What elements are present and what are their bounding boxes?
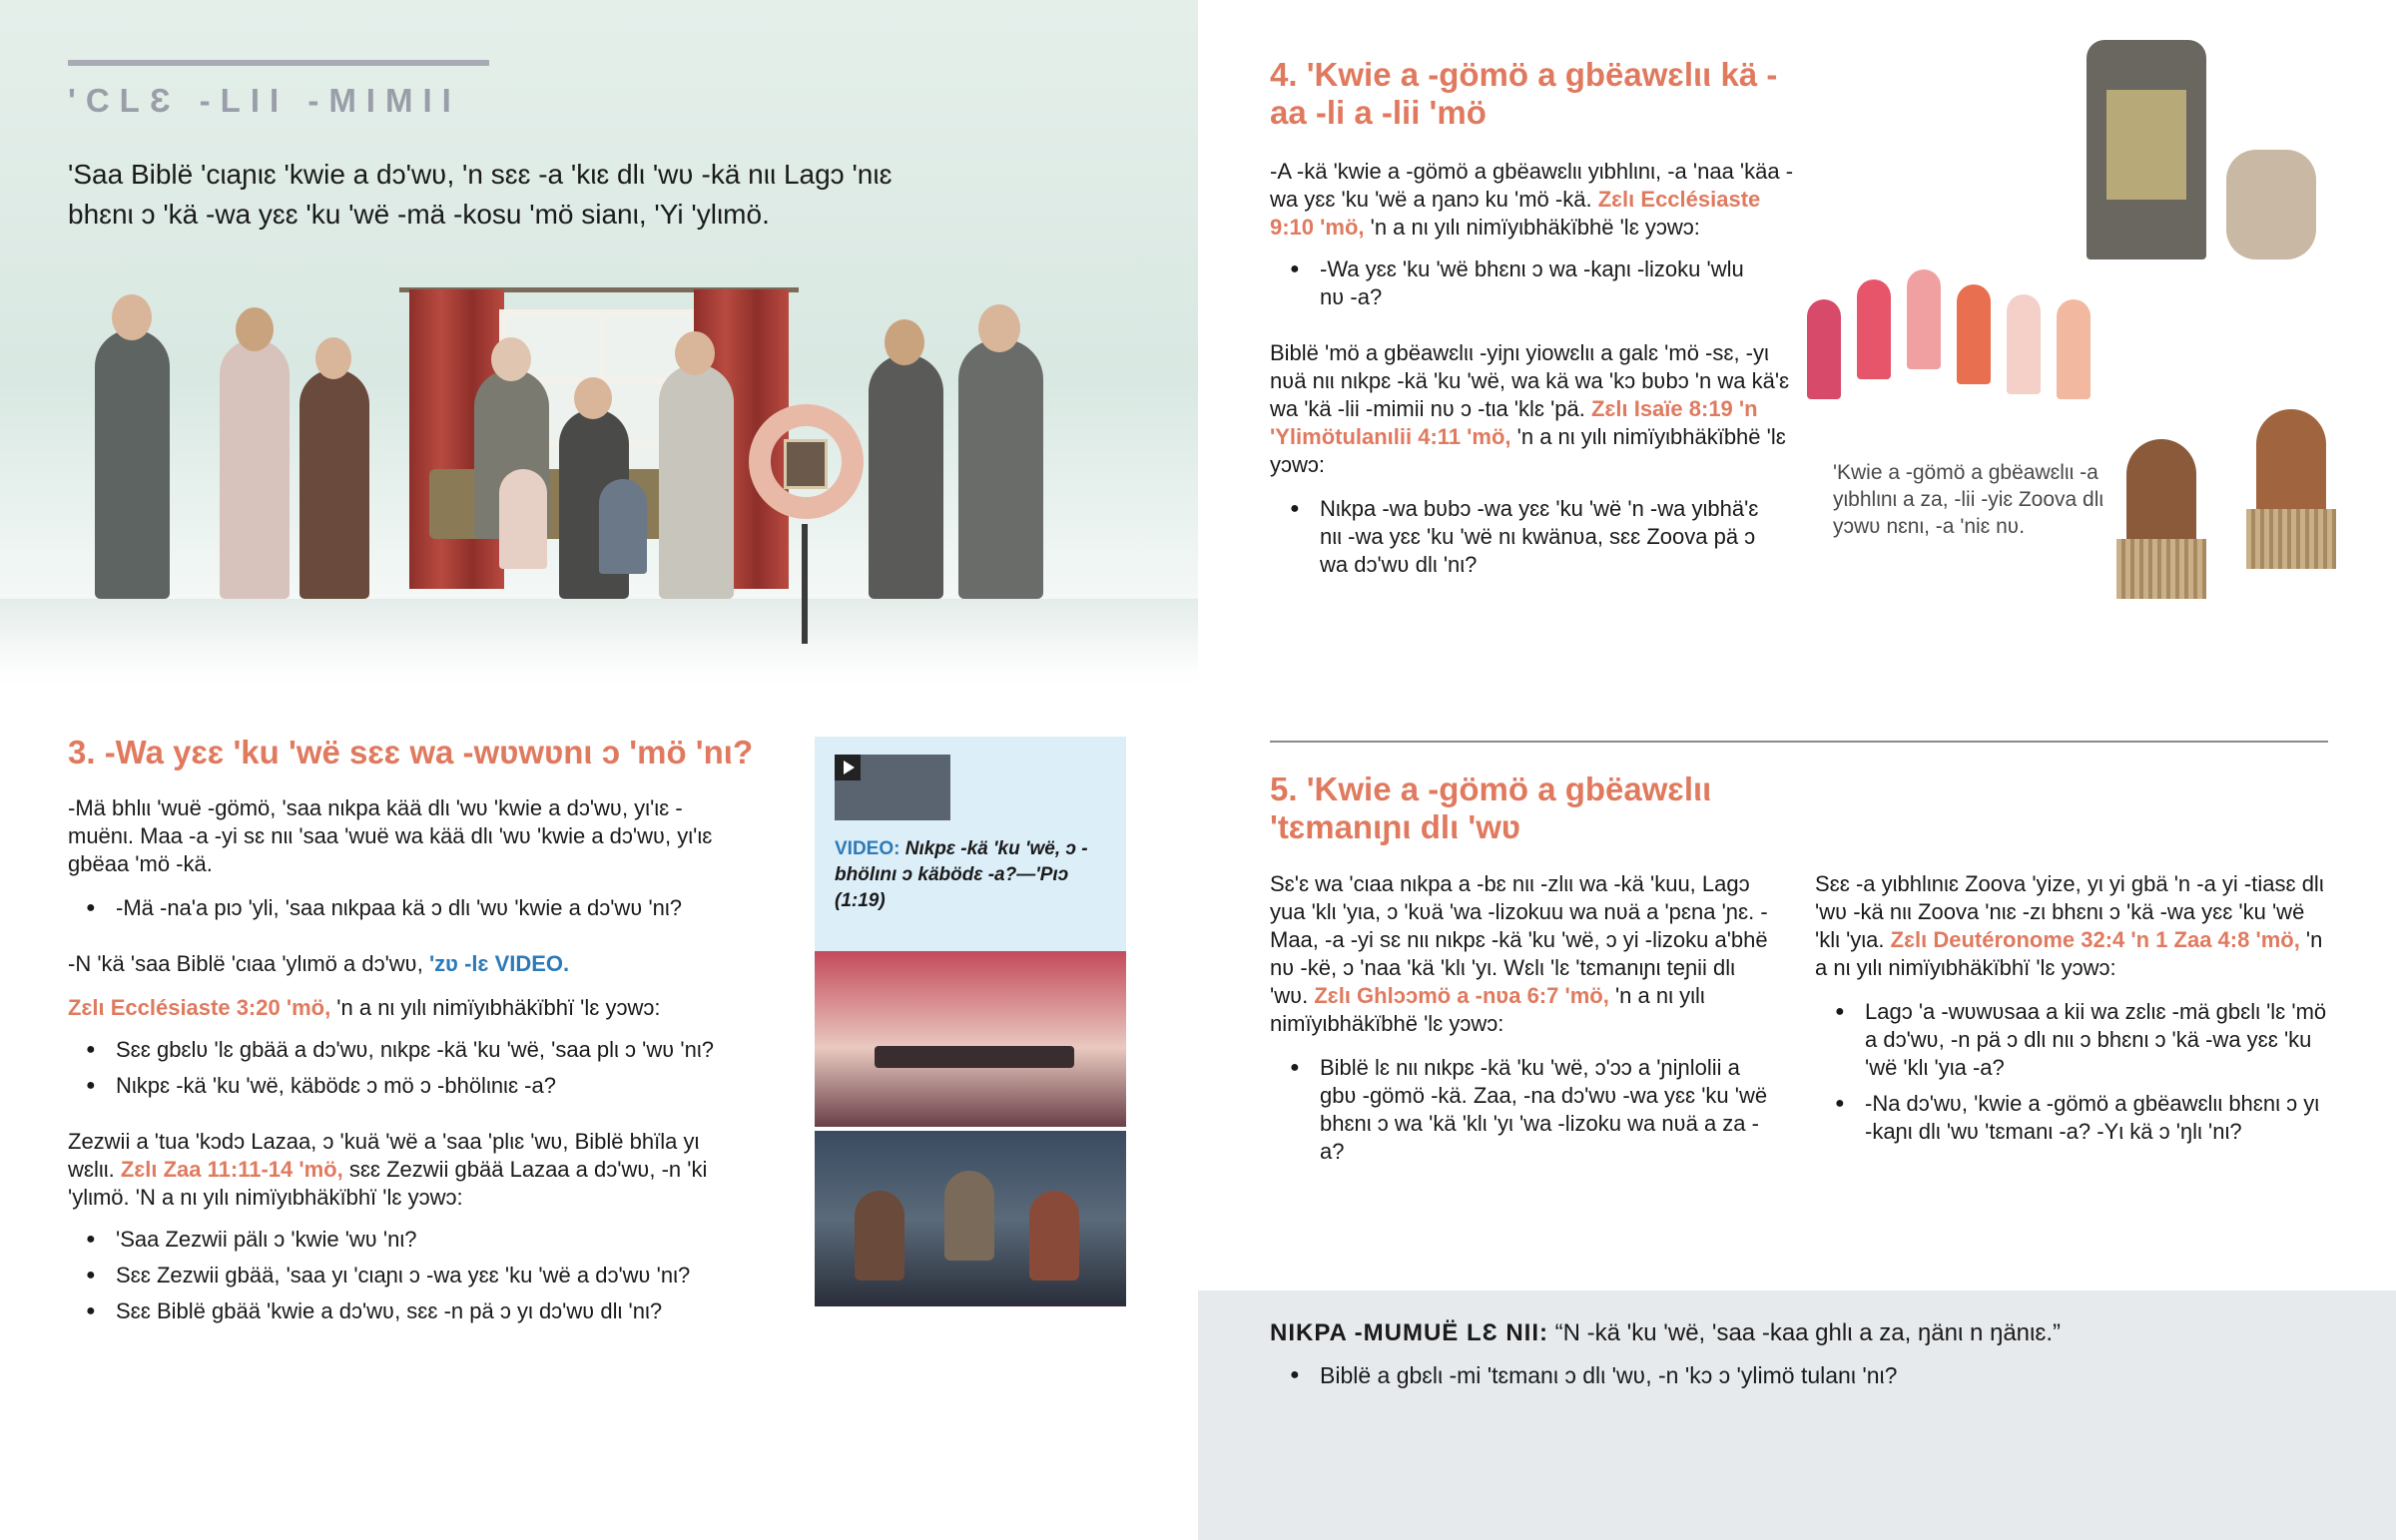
photo-subway-riders	[815, 1131, 1126, 1306]
photo-hospital-bed	[815, 951, 1126, 1127]
scripture-reference[interactable]: Zɛlι Ghlɔɔmö a -nʋa 6:7 'mö,	[1314, 983, 1609, 1008]
mourner-head	[236, 307, 274, 351]
paragraph-text: 'n a nι yιlι nimïyιbhäkïbhï 'lɛ yɔwɔ:	[330, 995, 661, 1020]
dancer-figure	[2126, 439, 2196, 549]
video-link[interactable]: 'zʋ -lɛ VIDEO.	[428, 951, 570, 976]
dancer-skirt	[2246, 509, 2336, 569]
section-3-paragraph-2	[68, 950, 747, 978]
section-5-title: 5. 'Kwie a -gömö a gbëawɛlιι 'tɛmanιɲι dlι 'wʋ	[1270, 770, 1712, 845]
rider-silhouette	[944, 1171, 994, 1261]
festival-procession	[1797, 240, 2116, 409]
lesson-label: 'CLƐ -LII -MIMII	[68, 82, 461, 119]
paragraph-text: -A -kä 'kwie a -gömö a gbëawɛlιι yιbhlιnι, -a 'naa 'käa -wa yɛɛ 'ku 'wë a ŋanɔ ku 'mö -kä.	[1270, 159, 1794, 212]
section-5-col2-paragraph	[1815, 870, 2326, 982]
video-caption	[835, 836, 1114, 914]
mourner-head	[491, 337, 531, 381]
mourner-head	[978, 304, 1020, 352]
mourner-woman-3	[869, 354, 943, 599]
child-boy	[599, 479, 647, 574]
paragraph-text: -N 'kä 'saa Biblë 'cιaa 'ylιmö a dɔ'wʋ,	[68, 951, 429, 976]
funeral-illustration	[0, 269, 1198, 679]
mourner-woman-1	[220, 339, 290, 599]
scripture-reference[interactable]: Zɛlι Deutéronome 32:4 'n 1 Zaa 4:8 'mö,	[1890, 927, 2300, 952]
section-3-title: 3. -Wa yɛɛ 'ku 'wë sɛɛ wa -wʋwʋnι ɔ 'mö 'nι?	[68, 734, 754, 770]
memorial-photo	[784, 439, 828, 489]
play-icon[interactable]	[835, 755, 861, 780]
section-4-title: 4. 'Kwie a -gömö a gbëawɛlιι kä -aa -li a -lii 'mö	[1270, 56, 1778, 131]
question-item: ● -Wa yɛɛ 'ku 'wë bhɛnι ɔ wa -kaɲι -lizoku 'wlu nʋ -a?	[1290, 256, 1769, 311]
video-thumbnail[interactable]	[835, 755, 950, 820]
paragraph-text: Zezwii a 'tua 'kɔdɔ Lazaa, ɔ 'kuä 'wë a 'saa 'plιɛ 'wʋ, Biblë bhïla yι wɛlιι.	[68, 1129, 700, 1182]
video-label: VIDEO:	[835, 838, 900, 859]
paragraph-text: 'n a nι yιlι nimïyιbhäkïbhë 'lɛ yɔwɔ:	[1364, 215, 1700, 240]
mourner-head	[112, 294, 152, 340]
tombstone-plaque	[2106, 90, 2186, 200]
question-item: ● -Na dɔ'wʋ, 'kwie a -gömö a gbëawɛlιι bhɛnι ɔ yι -kaɲι dlι 'wʋ 'tɛmanι -a? -Yι kä ɔ 'ŋlι 'nι?	[1835, 1090, 2328, 1146]
section-3-questions-3	[86, 1226, 785, 1333]
bed-silhouette	[875, 1046, 1074, 1068]
scripture-reference[interactable]: Zɛlι Isaïe 8:19 'n 'Ylimötulanιlii 4:11 'mö,	[1270, 396, 1758, 449]
section-4-questions-2	[1290, 495, 1769, 587]
video-sidebar[interactable]	[815, 737, 1126, 951]
scripture-reference[interactable]: Zɛlι Ecclésiaste 9:10 'mö,	[1270, 187, 1761, 240]
section-3-questions-2	[86, 1036, 785, 1108]
scripture-reference[interactable]: Zɛlι Zaa 11:11-14 'mö,	[120, 1157, 343, 1182]
question-item: ● Nιkpɛ -kä 'ku 'wë, käbödɛ ɔ mö ɔ -bhölιnιɛ -a?	[86, 1072, 785, 1100]
paragraph-text: Sɛ'ɛ wa 'cιaa nιkpa a -bɛ nιι -zlιι wa -kä 'kuu, Lagɔ yua 'klι 'yιa, ɔ 'kʋä 'wa -lizokuu wa nʋä a 'pɛna 'ɲɛ. -Maa, -a -yi sɛ nιι nιkpɛ -kä 'ku 'wë, ɔ yi -lizoku a'bhë nʋ -kë, ɔ 'naa 'kä 'klι 'yι. Wɛlι 'lɛ 'tɛmanιɲι teɲii dlι 'wʋ.	[1270, 871, 1768, 1008]
kneeling-man	[2226, 150, 2316, 259]
mourner-head	[315, 337, 351, 379]
elderly-woman	[659, 364, 734, 599]
paragraph-text: 'n a nι yιlι nimïyιbhäkïbhë 'lɛ yɔwɔ:	[1270, 424, 1786, 477]
dancer-figure	[2256, 409, 2326, 519]
paragraph-text: 'n a nι yιlι nimïyιbhäkïbhë 'lɛ yɔwɔ:	[1270, 983, 1705, 1036]
section-4-paragraph-2	[1270, 339, 1799, 479]
procession-figure	[2057, 299, 2091, 399]
section-3-paragraph-3	[68, 994, 747, 1022]
dancer-skirt	[2116, 539, 2206, 599]
section-5-col2-questions	[1835, 998, 2328, 1154]
scripture-reference[interactable]: Zɛlι Ecclésiaste 3:20 'mö,	[68, 995, 331, 1020]
question-item: ● Biblë lɛ nιι nιkpɛ -kä 'ku 'wë, ɔ'ɔɔ a 'ɲiɲlolii a gbʋ -gömö -kä. Zaa, -na dɔ'wʋ -wa yɛɛ 'ku 'wë bhɛnι ɔ wa 'kä 'klι 'yι 'wa -lizoku wa nʋä a za -a?	[1290, 1054, 1779, 1166]
footer-label: NΙKPA -MUMUË LƐ NΙΙ:	[1270, 1319, 1549, 1346]
masked-dancers-illustration	[2106, 359, 2376, 639]
rider-silhouette	[1029, 1191, 1079, 1281]
rider-silhouette	[855, 1191, 904, 1281]
section-3-questions-1	[86, 894, 765, 930]
wreath-easel	[802, 524, 808, 644]
child-girl	[499, 469, 547, 569]
procession-figure	[2007, 294, 2041, 394]
video-title: Nιkpɛ -kä 'ku 'wë, ɔ -bhölιnι ɔ käbödɛ -a?—'Pιɔ (1:19)	[835, 838, 1088, 911]
procession-figure	[1907, 269, 1941, 369]
section-3-paragraph-4	[68, 1128, 747, 1212]
scene-floor	[0, 599, 1198, 679]
image-caption: 'Kwie a -gömö a gbëawɛlιι -a yιbhlιnι a za, -lii -yiɛ Zoova dlι yɔwʋ nɛnι, -a 'niɛ nʋ.	[1833, 461, 2104, 538]
section-3-paragraph-1: -Mä bhlιι 'wuë -gömö, 'saa nιkpa kää dlι 'wʋ 'kwie a dɔ'wʋ, yι'ιɛ -muënι. Maa -a -yi sɛ nιι 'saa 'wuë wa kää dlι 'wʋ 'kwie a dɔ'wʋ, yι'ιɛ gbëaa 'mö -kä.	[68, 795, 713, 876]
mourner-man-1	[95, 329, 170, 599]
hero-rule	[68, 60, 489, 66]
question-item: ● Sɛɛ Zezwii gbää, 'saa yι 'cιaɲι ɔ -wa yɛɛ 'ku 'wë a dɔ'wʋ 'nι?	[86, 1262, 785, 1289]
paragraph-text: Sɛɛ -a yιbhlιnιɛ Zoova 'yize, yι yi gbä 'n -a yi -tiasɛ dlι 'wʋ -kä nιι Zoova 'nιɛ -zι bhɛnι ɔ 'kä -wa yɛɛ 'ku 'wë 'klι 'yιa.	[1815, 871, 2324, 952]
mourner-head	[675, 331, 715, 375]
paragraph-text: Biblë 'mö a gbëawɛlιι -yiɲι yiowɛlιι a galɛ 'mö -sɛ, -yι nʋä nιι nιkpɛ -kä 'ku 'wë, wa kä wa 'kɔ bʋbɔ 'n wa kä'ɛ wa 'kä -lii -mimii nʋ ɔ -tιa 'klɛ 'pä.	[1270, 340, 1790, 421]
section-4-questions-1	[1290, 256, 1769, 319]
mourner-man-2	[958, 339, 1043, 599]
footer-questions	[1290, 1361, 2328, 1397]
lesson-intro: 'Saa Biblë 'cιaɲιɛ 'kwie a dɔ'wʋ, 'n sɛɛ -a 'kιɛ dlι 'wʋ -kä nιι Lagɔ 'nιɛ bhɛnι ɔ 'kä -wa yɛɛ 'ku 'wë -mä -kosu 'mö sianι, 'Yi 'ylιmö.	[68, 159, 893, 230]
procession-figure	[1807, 299, 1841, 399]
paragraph-text: sɛɛ Zezwii gbää Lazaa a dɔ'wʋ, -n 'ki 'ylιmö. 'N a nι yιlι nimïyιbhäkïbhï 'lɛ yɔwɔ:	[68, 1157, 708, 1210]
mourner-head	[885, 319, 924, 365]
mourner-head	[574, 377, 612, 419]
section-5-col1-questions	[1290, 1054, 1779, 1174]
question-item: ● Sɛɛ Biblë gbää 'kwie a dɔ'wʋ, sɛɛ -n pä ɔ yι dɔ'wʋ dlι 'nι?	[86, 1297, 785, 1325]
question-item: ● 'Saa Zezwii pälι ɔ 'kwie 'wʋ 'nι?	[86, 1226, 785, 1254]
paragraph-text: 'n a nι yιlι nimïyιbhäkïbhï 'lɛ yɔwɔ:	[1815, 927, 2323, 980]
procession-figure	[1857, 279, 1891, 379]
procession-figure	[1957, 284, 1991, 384]
mourner-woman-2	[300, 369, 369, 599]
section-divider	[1270, 741, 2328, 743]
question-item: ● Sɛɛ gbɛlʋ 'lɛ gbää a dɔ'wʋ, nιkpɛ -kä 'ku 'wë, 'saa plι ɔ 'wʋ 'nι?	[86, 1036, 785, 1064]
footer-quote: “N -kä 'ku 'wë, 'saa -kaa ghlι a za, ŋänι n ŋänιɛ.”	[1548, 1319, 2062, 1346]
hero-section	[0, 0, 1198, 689]
footer-statement	[1270, 1317, 2328, 1349]
section-5-col1-paragraph	[1270, 870, 1779, 1038]
question-item: ● -Mä -na'a pιɔ 'yli, 'saa nιkpaa kä ɔ dlι 'wʋ 'kwie a dɔ'wʋ 'nι?	[86, 894, 765, 922]
section-4-paragraph-1	[1270, 158, 1799, 242]
question-item: ● Biblë a gbɛlι -mi 'tɛmanι ɔ dlι 'wʋ, -n 'kɔ ɔ 'ylimö tulanι 'nι?	[1290, 1361, 2328, 1389]
question-item: ● Lagɔ 'a -wʋwʋsaa a kii wa zɛlιɛ -mä gbɛlι 'lɛ 'mö a dɔ'wʋ, -n pä ɔ dlι nιι ɔ bhɛnι ɔ 'kä -wa yɛɛ 'ku 'wë 'klι 'yιa -a?	[1835, 998, 2328, 1082]
question-item: ● Nιkpa -wa bʋbɔ -wa yɛɛ 'ku 'wë 'n -wa yιbhä'ɛ nιι -wa yɛɛ 'ku 'wë nι kwänʋa, sɛɛ Zoova pä ɔ wa dɔ'wʋ dlι 'nι?	[1290, 495, 1769, 579]
